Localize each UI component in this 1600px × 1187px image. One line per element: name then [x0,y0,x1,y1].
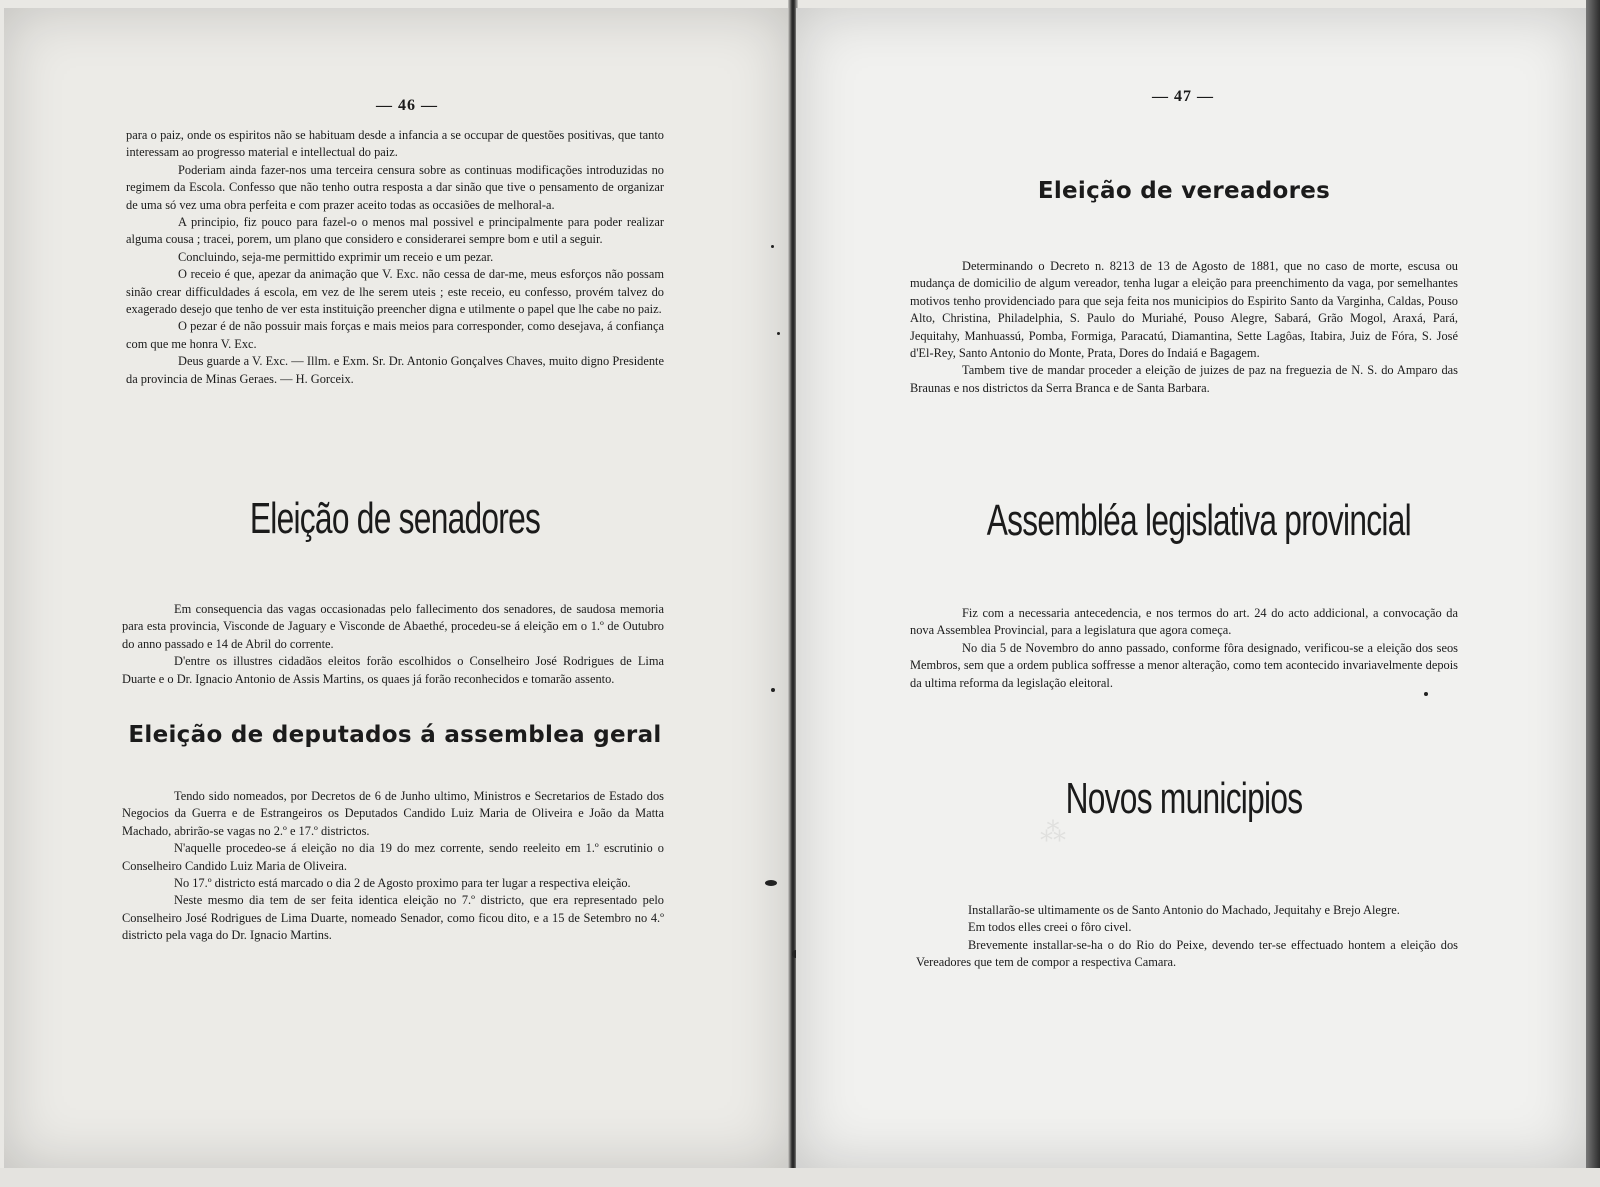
municipios-heading: Novos municipios [1065,774,1303,823]
senadores-heading: Eleição de senadores [249,494,541,543]
gutter-speck [777,332,780,335]
municipios-paragraph: Installarão-se ultimamente os de Santo Antonio do Machado, Jequitahy e Brejo Alegre. [968,903,1400,917]
assemblea-heading: Assembléa legislativa provincial [986,496,1411,545]
intro-paragraph: O pezar é de não possuir mais forças e mais meios para corresponder, como desejava, á confiança com que me honra V. Exc. [126,319,664,351]
left-intro-text [126,127,664,388]
vereadores-paragraph: Tambem tive de mandar proceder a eleição de juizes de paz na freguezia de N. S. do Amparo das Braunas e nos districtos da Serra Branca e de Santa Barbara. [910,363,1458,395]
deputados-paragraph: N'aquelle procedeo-se á eleição no dia 19 do mez corrente, sendo reeleito em 1.º escrutinio o Conselheiro Candido Luiz Maria de Oliveira. [122,841,664,873]
right-book-edge [1586,0,1600,1187]
gutter-speck [765,880,777,886]
left-page-number: — 46 — [376,97,438,114]
vereadores-heading: Eleição de vereadores [1037,178,1331,204]
deputados-paragraph: No 17.º districto está marcado o dia 2 de Agosto proximo para ter lugar a respectiva eleição. [174,876,631,891]
gutter-speck [771,245,774,248]
senadores-text [122,601,664,688]
intro-paragraph: Poderiam ainda fazer-nos uma terceira censura sobre as continuas modificações introduzidas no regimem da Escola. Confesso que não tenho outra resposta a dar sinão que tive o pensamento de organizar de uma só vez uma obra perfeita e com prazer aceito todas as occasiões de melhoral-a. [126,162,664,212]
municipios-paragraph: Brevemente installar-se-ha o do Rio do Peixe, devendo ter-se effectuado hontem a eleição dos Vereadores que tem de compor a respectiva Camara. [916,937,1458,970]
intro-paragraph: O receio é que, apezar da animação que V. Exc. não cessa de dar-me, meus esforços não possam sinão crear difficuldades á escola, em vez de lhe serem uteis ; este receio, eu confesso, provém talvez do exagerado desejo que tenho de ver esta instituição preencher digna e utilmente o papel que lhe cabe no paiz. [126,267,664,317]
intro-paragraph: Concluindo, seja-me permittido exprimir um receio e um pezar. [178,249,494,264]
intro-paragraph: A principio, fiz pouco para fazel-o o menos mal possivel e principalmente para poder realizar alguma cousa ; tracei, porem, um plano que considero e considerarei sempre bom e util a seguir. [126,215,664,247]
senadores-paragraph: D'entre os illustres cidadãos eleitos forão escolhidos o Conselheiro José Rodrigues de Lima Duarte e o Dr. Ignacio Antonio de Assis Martins, os quaes já forão reconhecidos e tomarão assento. [122,654,664,686]
deputados-paragraph: Tendo sido nomeados, por Decretos de 6 de Junho ultimo, Ministros e Secretarios de Estado dos Negocios da Guerra e de Estrangeiros os Deputados Candido Luiz Maria de Oliveira e João da Matta Machado, abrirão-se vagas no 2.º e 17.º districtos. [122,789,664,838]
assemblea-paragraph: Fiz com a necessaria antecedencia, e nos termos do art. 24 do acto addicional, a convocação da nova Assemblea Provincial, para a legislatura que agora começa. [910,606,1458,638]
right-page-number: — 47 — [1152,88,1214,105]
deputados-text [122,788,664,945]
intro-paragraph: para o paiz, onde os espiritos não se habituam desde a infancia a se occupar de questões positivas, que tanto interessam ao progresso material e intellectual do paiz. [126,128,664,160]
municipios-paragraph: Em todos elles creei o fôro civel. [968,920,1132,935]
assemblea-text [910,605,1458,692]
deputados-paragraph: Neste mesmo dia tem de ser feita identica eleição no 7.º districto, que era representado pelo Conselheiro José Rodrigues de Lima Duarte, nomeado Senador, como ficou dito, e a 15 de Setembro no 4.º districto pela vaga do Dr. Ignacio Martins. [122,893,664,943]
bottom-margin [0,1168,1600,1187]
gutter-speck [771,688,775,692]
intro-paragraph: Deus guarde a V. Exc. — Illm. e Exm. Sr. Dr. Antonio Gonçalves Chaves, muito digno Presidente da provincia de Minas Geraes. — H. Gorceix. [126,354,664,386]
page-speck [1424,692,1428,696]
assemblea-paragraph: No dia 5 de Novembro do anno passado, conforme fôra designado, verificou-se a eleição dos seos Membros, sem que a ordem publica soffresse a menor alteração, como tem acontecido invariavelmente depois da ultima reforma da legislação eleitoral. [910,640,1458,690]
senadores-paragraph: Em consequencia das vagas occasionadas pelo fallecimento dos senadores, de saudosa memoria para esta provincia, Visconde de Jaguary e Visconde de Abaethé, procedeu-se á eleição em o 1.º de Outubro do anno passado e 14 de Abril do corrente. [122,602,664,651]
bleed-through-text: ⁂ [1040,818,1066,848]
deputados-heading: Eleição de deputados á assemblea geral [128,722,662,748]
municipios-text [916,902,1458,972]
vereadores-text [910,258,1458,397]
vereadores-paragraph: Determinando o Decreto n. 8213 de 13 de Agosto de 1881, que no caso de morte, escusa ou mudança de domicilio de algum vereador, tenha lugar a eleição para preenchimento da vaga, por semelhantes motivos tenho providenciado para que seja feita nos municipios do Espirito Santo da Varginha, Caldas, Pouso Alto, Christina, Philadelphia, S. Paulo do Muriahé, Pouso Alegre, Sabará, Grão Mogol, Araxá, Pará, Jequitahy, Manhuassú, Pomba, Formiga, Paracatú, Diamantina, Sette Lagôas, Itabira, Juiz de Fóra, S. José d'El-Rey, Santo Antonio do Monte, Prata, Dores do Indaiá e Bagagem. [910,259,1458,361]
